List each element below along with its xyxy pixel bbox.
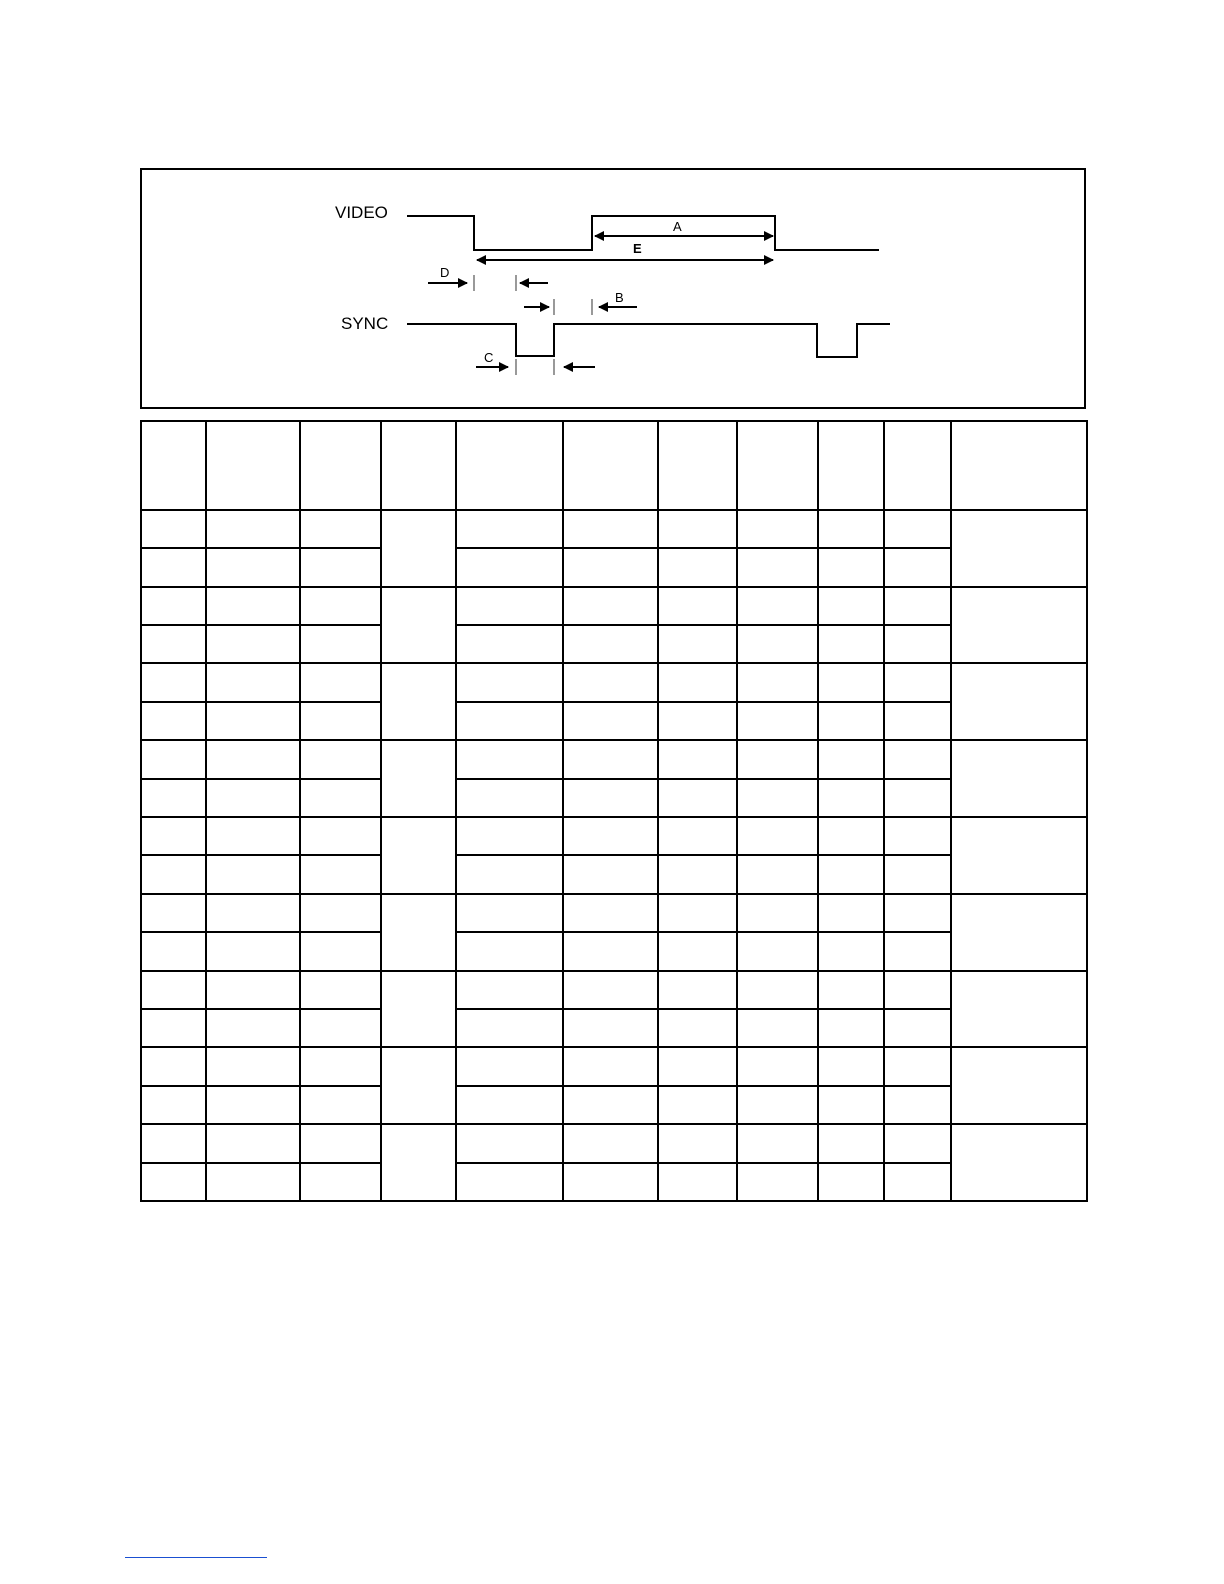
table-cell [141,1047,206,1085]
table-cell [456,817,563,855]
merged-cell [951,894,1087,971]
sync-label: SYNC [341,314,389,333]
table-cell [658,740,737,778]
table-cell [456,663,563,701]
footnote-rule [125,1557,267,1558]
merged-cell [381,817,456,894]
header-cell [456,421,563,510]
table-row [141,1124,1087,1162]
table-cell [456,1009,563,1047]
sync-waveform [407,324,890,357]
merged-cell [951,510,1087,587]
table-cell [563,625,658,663]
table-cell [456,1124,563,1162]
timing-table [140,420,1088,1202]
marker-b-label: B [615,290,624,305]
table-cell [141,1163,206,1201]
merged-cell [951,817,1087,894]
table-cell [818,932,884,970]
table-cell [884,663,951,701]
table-cell [141,1086,206,1124]
table-cell [818,817,884,855]
table-cell [818,779,884,817]
table-row [141,894,1087,932]
table-cell [456,702,563,740]
table-cell [563,855,658,893]
table-cell [206,971,300,1009]
table-cell [737,1009,818,1047]
table-cell [456,779,563,817]
table-cell [818,894,884,932]
table-cell [141,548,206,586]
header-cell [951,421,1087,510]
table-cell [563,587,658,625]
marker-d-label: D [440,265,450,280]
table-cell [300,855,381,893]
table-cell [737,1124,818,1162]
table-cell [737,855,818,893]
marker-c-label: C [484,350,494,365]
table-cell [206,932,300,970]
table-cell [884,1009,951,1047]
table-cell [884,625,951,663]
video-label: VIDEO [335,203,388,222]
table-cell [141,587,206,625]
table-cell [563,702,658,740]
table-row [141,1009,1087,1047]
table-cell [884,1163,951,1201]
table-row [141,587,1087,625]
table-cell [818,548,884,586]
table-cell [737,1047,818,1085]
table-cell [737,1086,818,1124]
table-cell [884,740,951,778]
table-cell [818,663,884,701]
merged-cell [381,510,456,587]
header-cell [884,421,951,510]
table-cell [300,1047,381,1085]
table-cell [300,1009,381,1047]
table-cell [206,625,300,663]
table-cell [884,1124,951,1162]
table-cell [300,971,381,1009]
table-cell [884,855,951,893]
table-cell [658,548,737,586]
table-cell [884,932,951,970]
table-cell [563,663,658,701]
table-cell [818,702,884,740]
table-cell [658,894,737,932]
table-cell [300,1086,381,1124]
table-cell [884,1047,951,1085]
table-cell [141,1009,206,1047]
table-cell [884,510,951,548]
table-cell [658,817,737,855]
table-cell [563,932,658,970]
table-row [141,1047,1087,1085]
table-cell [141,894,206,932]
table-row [141,817,1087,855]
table-cell [563,1163,658,1201]
table-cell [456,740,563,778]
header-row [141,421,1087,510]
table-cell [658,1163,737,1201]
table-cell [141,1124,206,1162]
marker-e-label: E [633,241,642,256]
table-cell [141,971,206,1009]
diagram-frame [141,169,1085,408]
table-cell [456,855,563,893]
merged-cell [381,894,456,971]
table-cell [818,1124,884,1162]
merged-cell [381,1047,456,1124]
table-cell [300,817,381,855]
table-cell [884,894,951,932]
table-cell [818,1009,884,1047]
table-cell [658,855,737,893]
table-cell [456,1086,563,1124]
table-cell [884,1086,951,1124]
table-cell [884,779,951,817]
table-cell [456,510,563,548]
table-cell [737,548,818,586]
table-cell [141,510,206,548]
table-cell [818,855,884,893]
table-cell [206,1163,300,1201]
table-cell [563,1086,658,1124]
table-row [141,740,1087,778]
table-cell [300,510,381,548]
table-cell [300,702,381,740]
merged-cell [381,971,456,1048]
table-cell [737,894,818,932]
table-cell [818,587,884,625]
header-cell [818,421,884,510]
header-cell [300,421,381,510]
table-cell [658,510,737,548]
table-cell [737,587,818,625]
table-cell [737,779,818,817]
header-cell [381,421,456,510]
table-cell [300,932,381,970]
table-cell [563,548,658,586]
table-row [141,625,1087,663]
table-cell [456,894,563,932]
table-cell [658,663,737,701]
table-cell [818,1086,884,1124]
table-cell [563,1009,658,1047]
table-cell [818,1163,884,1201]
table-cell [206,894,300,932]
table-cell [141,663,206,701]
table-cell [737,817,818,855]
table-cell [456,1163,563,1201]
table-cell [456,548,563,586]
merged-cell [951,740,1087,817]
table-cell [300,1124,381,1162]
table-cell [737,625,818,663]
table-cell [206,1047,300,1085]
table-cell [658,1009,737,1047]
table-cell [563,894,658,932]
table-cell [300,587,381,625]
table-cell [206,548,300,586]
table-cell [658,932,737,970]
table-cell [141,740,206,778]
merged-cell [951,1124,1087,1201]
table-cell [818,625,884,663]
table-cell [206,587,300,625]
table-row [141,971,1087,1009]
table-cell [563,971,658,1009]
merged-cell [381,587,456,664]
table-cell [658,702,737,740]
table-cell [737,1163,818,1201]
table-cell [737,740,818,778]
table-cell [141,817,206,855]
merged-cell [381,1124,456,1201]
table-cell [300,894,381,932]
table-cell [658,1124,737,1162]
header-cell [141,421,206,510]
table-cell [300,740,381,778]
table-row [141,855,1087,893]
table-cell [456,932,563,970]
table-row [141,510,1087,548]
table-cell [884,817,951,855]
table-row [141,702,1087,740]
table-row [141,779,1087,817]
merged-cell [381,740,456,817]
table-cell [141,855,206,893]
table-cell [884,971,951,1009]
table-cell [658,625,737,663]
table-cell [737,971,818,1009]
table-row [141,932,1087,970]
table-cell [300,625,381,663]
table-row [141,548,1087,586]
merged-cell [381,663,456,740]
table-cell [818,1047,884,1085]
header-cell [206,421,300,510]
table-cell [456,971,563,1009]
table-cell [300,779,381,817]
table-cell [456,1047,563,1085]
table-cell [141,932,206,970]
table-cell [206,702,300,740]
video-waveform [407,216,879,250]
merged-cell [951,971,1087,1048]
table-cell [206,1086,300,1124]
table-cell [563,740,658,778]
table-cell [206,817,300,855]
table-cell [300,1163,381,1201]
table-cell [456,625,563,663]
table-cell [563,1124,658,1162]
table-cell [206,1124,300,1162]
table-cell [658,779,737,817]
timing-diagram [0,0,1224,420]
table-cell [206,855,300,893]
merged-cell [951,1047,1087,1124]
table-cell [884,587,951,625]
table-cell [563,779,658,817]
marker-a-label: A [673,219,682,234]
table-cell [884,548,951,586]
table-cell [206,740,300,778]
table-cell [141,702,206,740]
table-cell [456,587,563,625]
table-cell [563,510,658,548]
header-cell [737,421,818,510]
table-cell [818,510,884,548]
table-cell [818,740,884,778]
table-cell [206,663,300,701]
table-cell [141,625,206,663]
table-row [141,1086,1087,1124]
header-cell [658,421,737,510]
table-row [141,1163,1087,1201]
table-cell [658,1047,737,1085]
table-cell [206,1009,300,1047]
table-cell [206,510,300,548]
header-cell [563,421,658,510]
table-cell [563,817,658,855]
table-cell [818,971,884,1009]
table-cell [737,663,818,701]
merged-cell [951,663,1087,740]
table-cell [300,548,381,586]
table-cell [737,510,818,548]
table-cell [563,1047,658,1085]
table-cell [141,779,206,817]
table-cell [300,663,381,701]
table-cell [658,587,737,625]
table-cell [737,932,818,970]
table-cell [884,702,951,740]
merged-cell [951,587,1087,664]
table-cell [658,1086,737,1124]
table-row [141,663,1087,701]
table-cell [206,779,300,817]
table-body [141,421,1087,1201]
table-cell [737,702,818,740]
table-cell [658,971,737,1009]
